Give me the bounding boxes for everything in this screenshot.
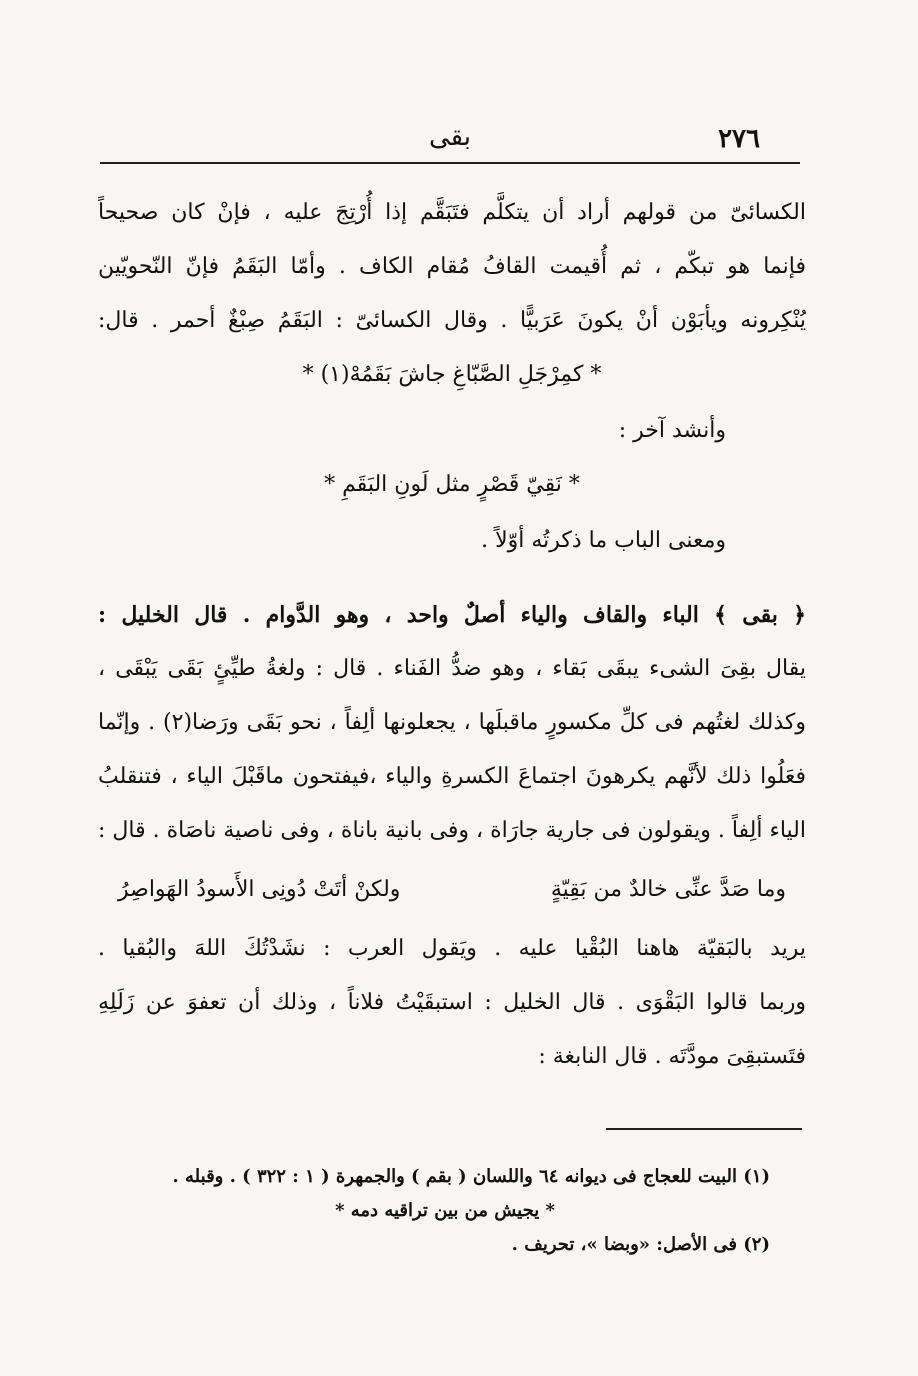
- entry-headword-line: ﴿ بقى ﴾ الباء والقاف والياء أصلٌ واحد ، وهو الدَّوام . قال الخليل :: [98, 602, 806, 628]
- poem-hemistich-second: ولكنْ أتَتْ دُونِى الأَسودُ الهَواصِرُ: [118, 877, 401, 902]
- footnote-1: (١) البيت للعجاج فى ديوانه ٦٤ واللسان ( بقم ) والجمهرة ( ١ : ٣٢٢ ) . وقبله .: [172, 1166, 770, 1187]
- poem-hemistich-first: وما صَدَّ عنِّى خالدٌ من بَقِيّةٍ: [550, 877, 786, 902]
- footnote-2: (٢) فى الأصل: «وبضا »، تحريف .: [511, 1234, 770, 1255]
- page-number: ٢٧٦: [718, 124, 760, 154]
- verse-line: * نَقِيّ قَصْرٍ مثل لَونِ البَقَمِ *: [324, 472, 580, 497]
- text-line: ومعنى الباب ما ذكرتُه أوّلاً .: [481, 528, 726, 553]
- footnotes: [120, 1160, 770, 1262]
- text-line: فإنما هو تبكّم ، ثم أُقيمت القافُ مُقام الكاف . وأمّا البَقَمُ فإنّ النّحويّين: [98, 254, 806, 279]
- page-header: [100, 118, 800, 168]
- text-line: الكسائىّ من قولهم أراد أن يتكلَّم فتَبَقَّم إذا أُرْتِجَ عليه ، فإنْ كان صحيحاً: [98, 200, 806, 225]
- text-line: وربما قالوا البَقْوَى . قال الخليل : استبقَيْتُ فلاناً ، وذلك أن تعفوَ عن زَلَلِهِ: [98, 990, 806, 1015]
- section-gap: [98, 568, 806, 588]
- text-line: وكذلك لغتُهم فى كلِّ مكسورٍ ماقبلَها ، يجعلونها ألِفاً ، نحو بَقَى ورَضا(٢) . وإنّما: [98, 710, 806, 735]
- text-line: يُنْكِرونه ويأبَوْن أنْ يكونَ عَرَبيًّا . وقال الكسائىّ : البَقَمُ صِبْغٌ أحمر . قال:: [98, 308, 806, 333]
- text-line: الياء ألِفاً . ويقولون فى جارية جارَاة ، وفى بانية باناة ، وفى ناصية ناصَاة . قال :: [98, 818, 806, 843]
- poem-verse: [98, 858, 806, 922]
- running-head: بقى: [428, 122, 472, 152]
- text-line: يقال بقِىَ الشىء يبقَى بَقاء ، وهو ضدُّ الفَناء . قال : ولغةُ طيِّئٍ بَقَى يَبْقَى ،: [98, 656, 806, 681]
- text-line: فتَستبقِىَ مودَّتَه . قال النابغة :: [538, 1044, 806, 1069]
- text-line: وأنشد آخر :: [618, 418, 726, 443]
- text-line: يريد بالبَقيّة هاهنا البُقْيا عليه . ويَقول العرب : نشَدْتُكَ اللهَ والبُقيا .: [98, 936, 806, 961]
- footnote-1-verse: * يجيش من بين تراقيه دمه *: [335, 1200, 555, 1221]
- text-line: فعَلُوا ذلك لأنَّهم يكرهونَ اجتماعَ الكسرةِ والياء ،فيفتحون ماقَبْلَ الياء ، فتنقلبُ: [98, 764, 806, 789]
- footnote-rule: [606, 1128, 802, 1130]
- main-text: [98, 186, 806, 1084]
- verse-line: * كمِرْجَلِ الصَّبّاغِ جاشَ بَقَمُهْ(١) *: [302, 362, 602, 387]
- header-rule: [100, 162, 800, 164]
